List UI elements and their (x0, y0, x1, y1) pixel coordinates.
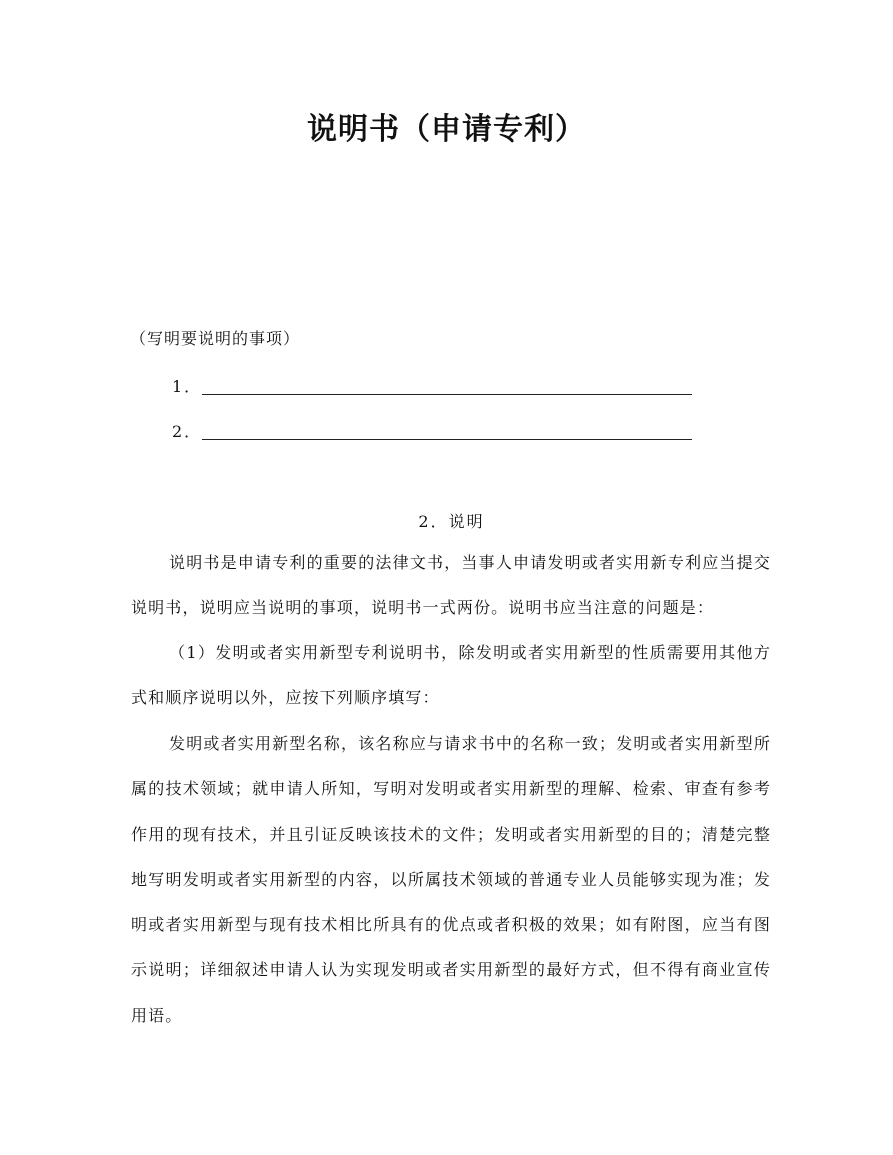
fill-in-blank-line[interactable] (202, 394, 692, 395)
instruction-note: （写明要说明的事项） (130, 329, 301, 348)
body-paragraph: 发明或者实用新型名称，该名称应与请求书中的名称一致；发明或者实用新型所属的技术领域；就申请人所知，写明对发明或者实用新型的理解、检索、审查有参考作用的现有技术，并且引证反映该技术的文件；发明或者实用新型的目的；清楚完整地写明发明或者实用新型的内容，以所属技术领域的普通专业人员能够实现为准；发明或者实用新型与现有技术相比所具有的优点或者积极的效果；如有附图，应当有图示说明；详细叙述申请人认为实现发明或者实用新型的最好方式，但不得有商业宣传用语。 (131, 734, 771, 1025)
item-number: 1． (172, 377, 203, 396)
fill-in-item-1 (172, 374, 692, 397)
document-title: 说明书（申请专利） (307, 112, 586, 147)
section-heading: 2．说明 (418, 512, 485, 531)
item-number: 2． (172, 422, 203, 441)
fill-in-blank-line[interactable] (202, 439, 692, 440)
body-paragraph: （1）发明或者实用新型专利说明书，除发明或者实用新型的性质需要用其他方式和顺序说明以外，应按下列顺序填写： (131, 643, 771, 708)
body-paragraph: 说明书是申请专利的重要的法律文书，当事人申请发明或者实用新专利应当提交说明书，说明应当说明的事项，说明书一式两份。说明书应当注意的问题是： (131, 553, 771, 618)
fill-in-item-2 (172, 419, 692, 442)
